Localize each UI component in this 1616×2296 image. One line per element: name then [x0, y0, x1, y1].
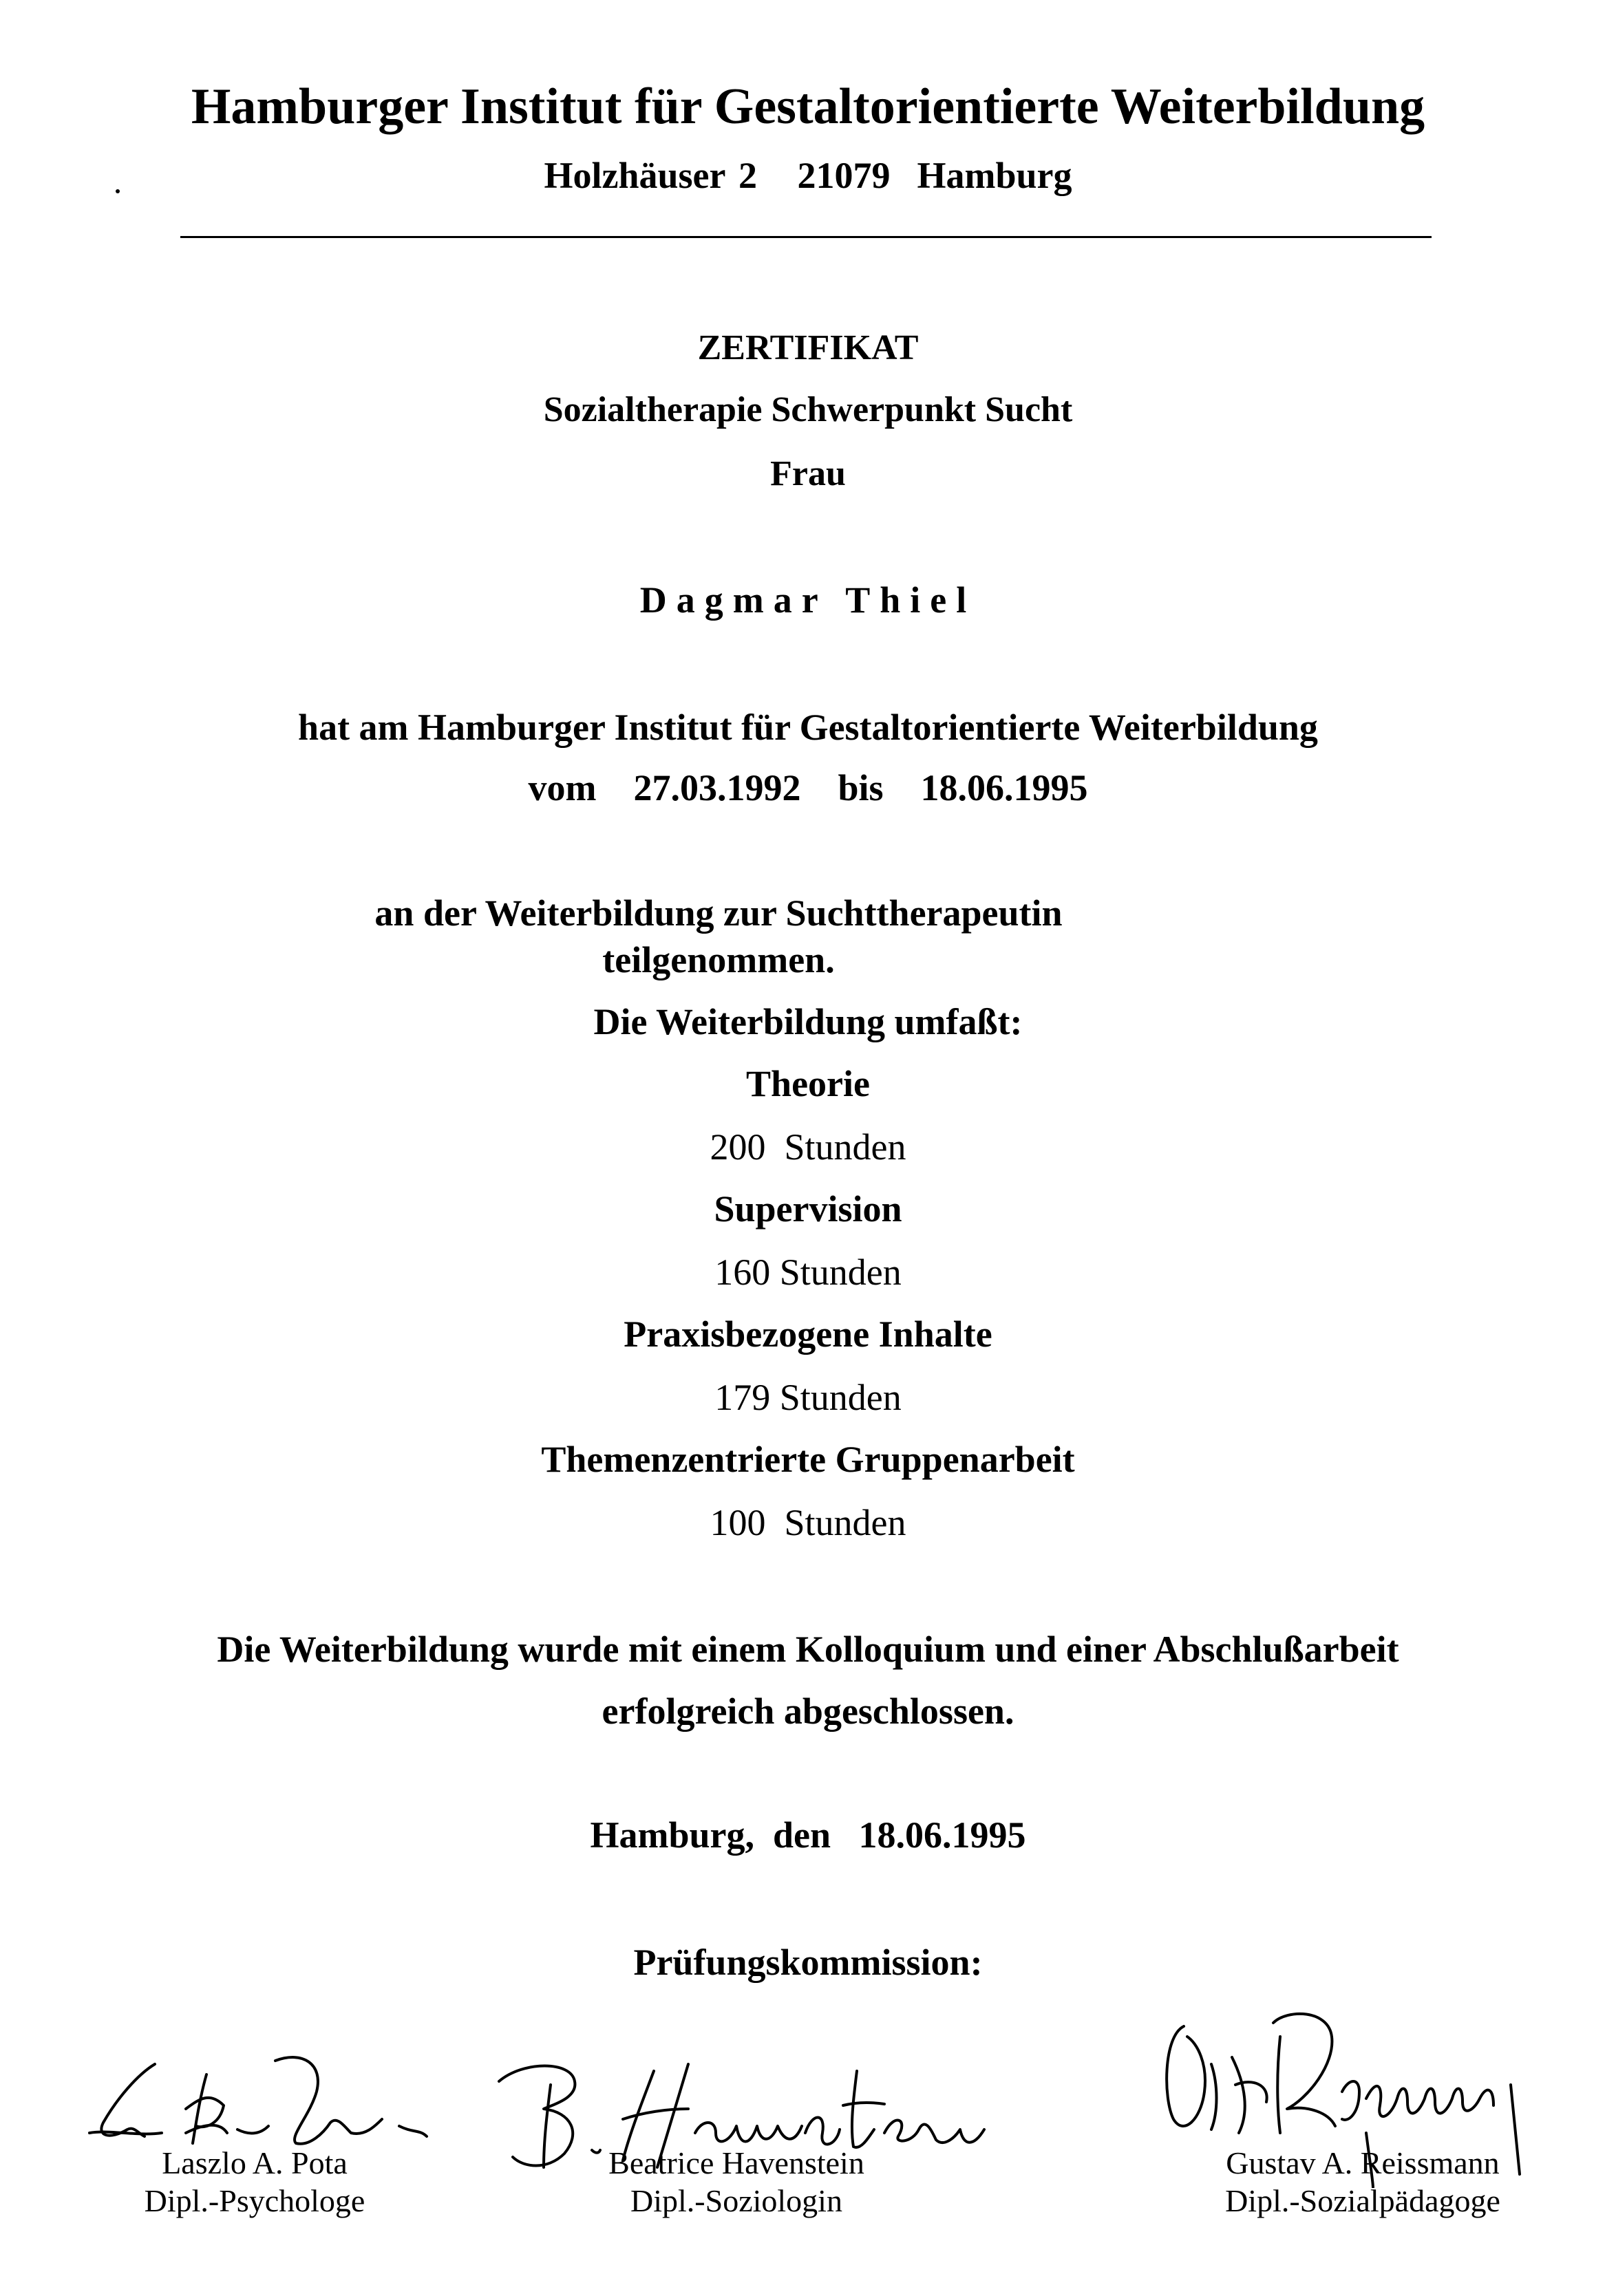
module-name: Praxisbezogene Inhalte — [624, 1313, 992, 1355]
signer-title: Dipl.-Sozialpädagoge — [1225, 2183, 1500, 2219]
stray-dot — [116, 189, 120, 193]
signer-havenstein — [564, 2144, 908, 2220]
period-start: 27.03.1992 — [633, 767, 801, 808]
module-name: Themenzentrierte Gruppenarbeit — [541, 1439, 1075, 1480]
place-date: Hamburg, den 18.06.1995 — [590, 1814, 1026, 1856]
signer-name: Beatrice Havenstein — [608, 2145, 864, 2180]
module-hours: 100 Stunden — [710, 1502, 906, 1543]
signer-title: Dipl.-Psychologe — [144, 2183, 365, 2219]
module-hours: 160 Stunden — [714, 1252, 902, 1293]
completion-line2: erfolgreich abgeschlossen. — [602, 1691, 1014, 1732]
module-name: Theorie — [746, 1063, 870, 1104]
statement-line: hat am Hamburger Institut für Gestaltorientierte Weiterbildung — [298, 707, 1318, 748]
scope-heading: Die Weiterbildung umfaßt: — [593, 1001, 1023, 1042]
signer-name: Laszlo A. Pota — [162, 2145, 348, 2180]
period-line — [0, 769, 1616, 806]
institute-title: Hamburger Institut für Gestaltorientierte Weiterbildung — [191, 78, 1425, 135]
institute-address: Holzhäuser 2 21079 Hamburg — [544, 155, 1072, 196]
signer-pota — [96, 2144, 413, 2220]
signature-area — [0, 1995, 1616, 2229]
completion-line1: Die Weiterbildung wurde mit einem Kolloquium und einer Abschlußarbeit — [217, 1629, 1399, 1670]
period-end: 18.06.1995 — [920, 767, 1088, 808]
participation-line2: teilgenommen. — [602, 939, 835, 980]
certificate-subtitle: Sozialtherapie Schwerpunkt Sucht — [543, 390, 1073, 429]
participation-line1: an der Weiterbildung zur Suchttherapeutin — [374, 892, 1063, 934]
signer-name: Gustav A. Reissmann — [1226, 2145, 1500, 2180]
signer-title: Dipl.-Soziologin — [630, 2183, 842, 2219]
certificate-title: ZERTIFIKAT — [697, 328, 919, 367]
signature-pota — [89, 2057, 427, 2144]
signer-reissmann — [1170, 2144, 1555, 2220]
module-hours: 179 Stunden — [714, 1377, 902, 1418]
module-hours: 200 Stunden — [710, 1126, 906, 1168]
recipient-name: Dagmar Thiel — [639, 579, 977, 621]
period-mid: bis — [838, 767, 884, 808]
salutation: Frau — [770, 454, 846, 493]
module-name: Supervision — [714, 1188, 902, 1230]
header-rule — [180, 236, 1432, 238]
committee-heading: Prüfungskommission: — [633, 1942, 983, 1983]
period-prefix: vom — [528, 767, 597, 808]
